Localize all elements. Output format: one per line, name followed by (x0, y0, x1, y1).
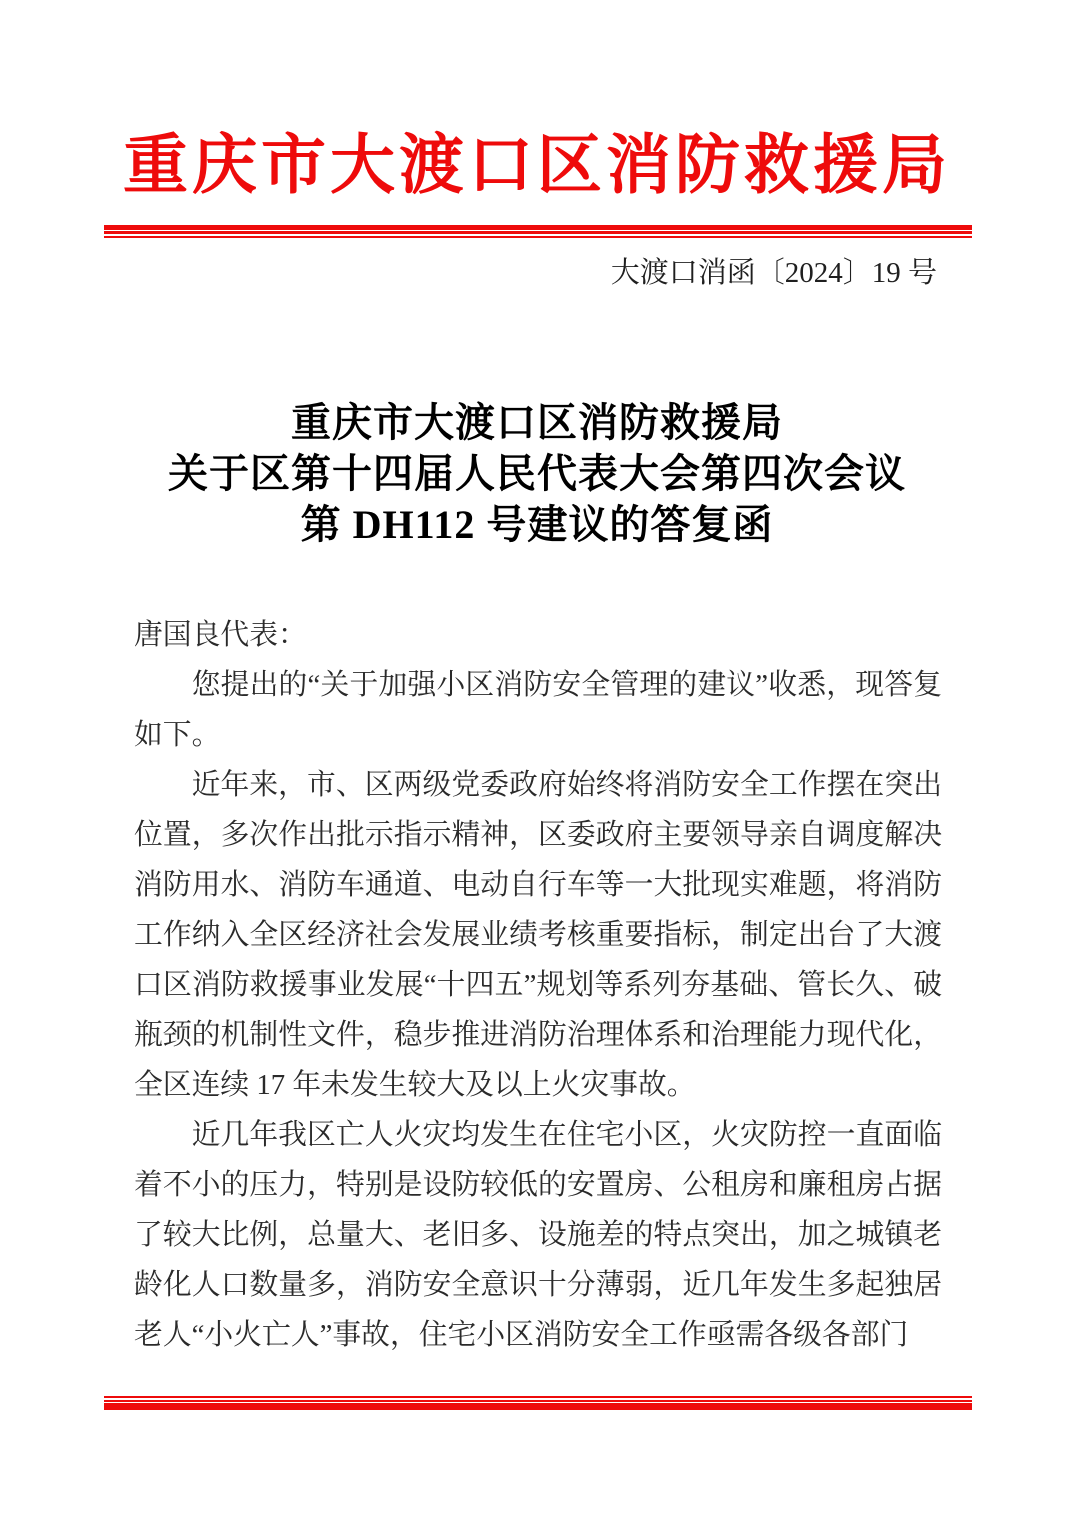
document-title (0, 397, 1074, 550)
body-paragraph-2: 近年来，市、区两级党委政府始终将消防安全工作摆在突出位置，多次作出批示指示精神，区委政府主要领导亲自调度解决消防用水、消防车通道、电动自行车等一大批现实难题，将消防工作纳入全区经济社会发展业绩考核重要指标，制定出台了大渡口区消防救援事业发展“十四五”规划等系列夯基础、管长久、破瓶颈的机制性文件，稳步推进消防治理体系和治理能力现代化，全区连续 17 年未发生较大及以上火灾事故。 (134, 769, 942, 1101)
body-paragraph-3: 近几年我区亡人火灾均发生在住宅小区，火灾防控一直面临着不小的压力，特别是设防较低的安置房、公租房和廉租房占据了较大比例，总量大、老旧多、设施差的特点突出，加之城镇老龄化人口数量多，消防安全意识十分薄弱，近几年发生多起独居老人“小火亡人”事故，住宅小区消防安全工作亟需各级各部门 (134, 1119, 942, 1351)
letterhead-org-name: 重庆市大渡口区消防救援局 (122, 130, 951, 202)
footer-divider-line (104, 1396, 972, 1410)
document-title-line-1: 重庆市大渡口区消防救援局 (291, 400, 783, 445)
document-title-line-2: 关于区第十四届人民代表大会第四次会议 (168, 451, 906, 496)
body-paragraph-1: 您提出的“关于加强小区消防安全管理的建议”收悉，现答复如下。 (134, 669, 942, 751)
document-title-line-3: 第 DH112 号建议的答复函 (300, 502, 774, 547)
letter-body (134, 610, 942, 1360)
document-number: 大渡口消函〔2024〕19 号 (610, 257, 937, 289)
letterhead-divider-line (104, 225, 972, 238)
salutation: 唐国良代表： (134, 619, 307, 651)
